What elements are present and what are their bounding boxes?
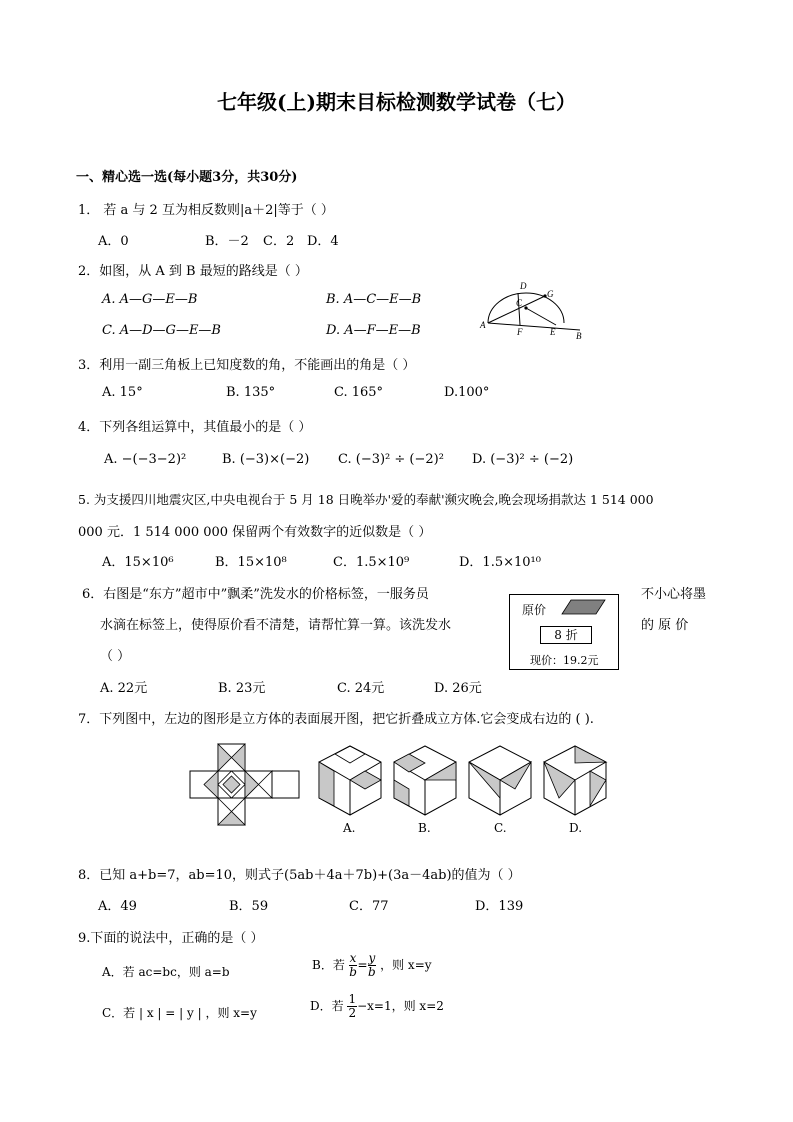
- question-4-stem: 4．下列各组运算中，其值最小的是（ ）: [78, 420, 312, 435]
- q9-d-den: 2: [348, 1006, 357, 1020]
- cube-net-figure: [190, 744, 300, 826]
- question-1-stem: 1． 若 a 与 2 互为相反数则|a＋2|等于（ ）: [78, 203, 334, 218]
- q6-option-d: D. 26元: [434, 681, 482, 696]
- q9-b-fraction-right: [368, 952, 377, 979]
- q7-option-c: C.: [494, 821, 507, 835]
- question-6-line1b: 不小心将墨: [641, 587, 707, 602]
- question-5-stem-line1: 5. 为支援四川地震灾区,中央电视台于 5 月 18 日晚举办'爱的奉献'濒灾晚会,晚会现场捐款达 1 514 000: [78, 492, 654, 507]
- price-tag: [509, 594, 619, 670]
- page-title: 七年级(上)期末目标检测数学试卷（七）: [217, 90, 576, 114]
- q4-option-c: C. (−3)² ÷ (−2)²: [338, 452, 444, 467]
- q4-option-b: B. (−3)×(−2): [222, 452, 310, 467]
- q7-option-a: A.: [343, 821, 356, 835]
- q9-b-b1: b: [349, 965, 357, 979]
- q9-d-prefix: D．若: [310, 999, 344, 1013]
- question-6-line2b: 的 原 价: [641, 618, 689, 633]
- q9-b-prefix: B．若: [312, 958, 345, 972]
- q2-option-a: A. A—G—E—B: [102, 292, 198, 307]
- q4-option-a: A. −(−3−2)²: [104, 452, 187, 467]
- q1-option-c: C．2: [263, 234, 295, 249]
- section-heading: 一、精心选一选(每小题3分，共30分): [76, 170, 298, 185]
- price-tag-original: 原价: [522, 603, 547, 617]
- q5-option-d: D．1.5×10¹⁰: [459, 555, 541, 570]
- q9-option-b: [312, 952, 432, 979]
- q7-option-d: D.: [569, 821, 583, 835]
- q9-d-num: 1: [348, 992, 357, 1006]
- ink-blot: [562, 599, 606, 615]
- q3-option-b: B. 135°: [226, 385, 276, 400]
- question-6-line3: （ ）: [100, 649, 131, 664]
- fig-label-c: C: [516, 298, 523, 308]
- q3-option-d: D.100°: [444, 385, 490, 400]
- fig-label-g: G: [547, 289, 554, 299]
- q5-option-b: B．15×10⁸: [215, 555, 287, 570]
- q1-option-a: A．0: [98, 234, 129, 249]
- cube-option-b: [393, 746, 457, 816]
- cube-option-a: [318, 746, 382, 816]
- question-8-stem: 8．已知 a+b=7，ab=10，则式子(5ab＋4a＋7b)+(3a－4ab)的值为（ ）: [78, 868, 521, 883]
- q9-option-a: A．若 ac=bc，则 a=b: [102, 965, 230, 979]
- price-tag-current: 现价：19.2元: [530, 654, 599, 667]
- q6-option-c: C. 24元: [337, 681, 385, 696]
- fig-label-e: E: [550, 327, 556, 337]
- question-3-stem: 3．利用一副三角板上已知度数的角，不能画出的角是（ ）: [78, 358, 416, 373]
- q3-option-a: A. 15°: [102, 385, 143, 400]
- q9-b-y: y: [368, 951, 376, 965]
- q8-option-c: C．77: [349, 899, 389, 914]
- fig-label-b: B: [576, 331, 582, 341]
- q9-b-equals: =: [357, 958, 368, 972]
- q2-semicircle-figure: [480, 282, 590, 342]
- q6-option-b: B. 23元: [218, 681, 266, 696]
- q9-option-d: [310, 993, 444, 1020]
- q6-option-a: A. 22元: [100, 681, 148, 696]
- fig-label-a: A: [480, 320, 486, 330]
- price-tag-discount: 8 折: [540, 626, 592, 644]
- q4-option-d: D. (−3)² ÷ (−2): [472, 452, 574, 467]
- q1-option-d: D．4: [307, 234, 339, 249]
- cube-option-d: [543, 746, 607, 816]
- question-9-stem: 9.下面的说法中，正确的是（ ）: [78, 931, 264, 946]
- q9-b-b2: b: [368, 965, 376, 979]
- question-7-stem: 7．下列图中，左边的图形是立方体的表面展开图，把它折叠成立方体.它会变成右边的 ( ).: [78, 712, 594, 727]
- q2-option-b: B. A—C—E—B: [326, 292, 422, 307]
- fig-label-d: D: [520, 281, 527, 291]
- question-2-stem: 2．如图，从 A 到 B 最短的路线是（ ）: [78, 264, 308, 279]
- question-6-line1a: 6．右图是“东方”超市中”飘柔”洗发水的价格标签，一服务员: [82, 587, 429, 602]
- cube-option-c: [468, 746, 532, 816]
- q2-option-c: C. A—D—G—E—B: [102, 323, 221, 338]
- q8-option-d: D．139: [475, 899, 524, 914]
- q5-option-c: C．1.5×10⁹: [333, 555, 410, 570]
- question-6-line2a: 水滴在标签上，使得原价看不清楚，请帮忙算一算。该洗发水: [100, 618, 452, 633]
- q2-option-d: D. A—F—E—B: [326, 323, 421, 338]
- q9-d-fraction: [347, 993, 357, 1020]
- q8-option-a: A．49: [98, 899, 137, 914]
- q9-option-c: C．若 | x | = | y | ，则 x=y: [102, 1006, 257, 1020]
- q1-option-b: B．－2: [205, 234, 249, 249]
- q8-option-b: B．59: [229, 899, 269, 914]
- q9-b-suffix: ，则 x=y: [380, 958, 432, 972]
- q5-option-a: A．15×10⁶: [102, 555, 174, 570]
- q3-option-c: C. 165°: [334, 385, 384, 400]
- q7-option-b: B.: [418, 821, 431, 835]
- q9-b-x: x: [349, 951, 357, 965]
- q9-d-suffix: −x=1，则 x=2: [357, 999, 444, 1013]
- question-5-stem-line2: 000 元．1 514 000 000 保留两个有效数字的近似数是（ ）: [78, 525, 432, 540]
- fig-label-f: F: [517, 327, 523, 337]
